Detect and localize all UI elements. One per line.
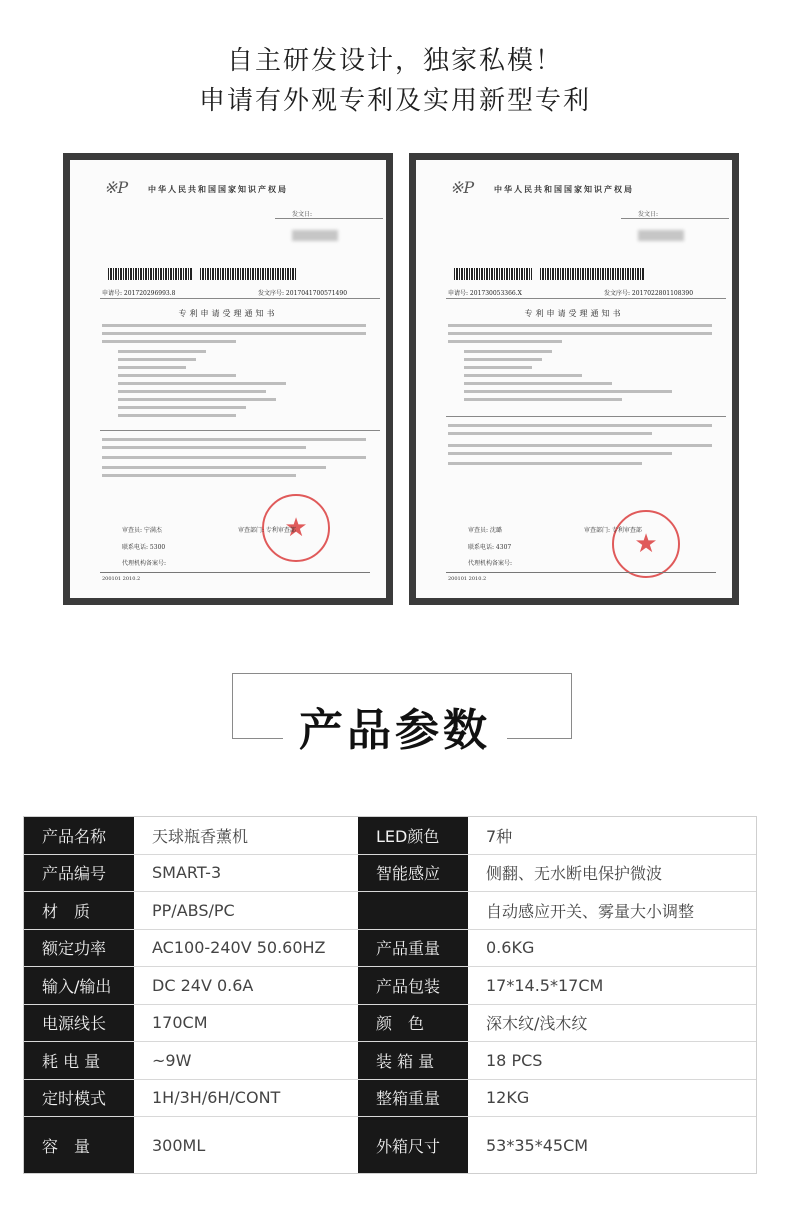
text-line: [464, 366, 532, 369]
spec-label: 额定功率: [24, 930, 134, 967]
spec-label: [358, 892, 468, 929]
spec-value: 17*14.5*17CM: [486, 975, 604, 995]
spec-value: 12KG: [486, 1088, 530, 1108]
spec-value: SMART-3: [152, 863, 222, 883]
certificate-send-date-label: 发文日:: [292, 211, 313, 218]
text-line: [448, 324, 712, 327]
text-line: [448, 424, 712, 427]
blurred-address: [638, 230, 684, 241]
certificate-send-no: 发文序号: 2017022801108390: [604, 290, 694, 297]
spec-value: ~9W: [152, 1050, 192, 1070]
blurred-address: [292, 230, 338, 241]
spec-value: 7种: [486, 826, 513, 846]
table-row: [24, 1042, 756, 1080]
divider: [100, 298, 380, 299]
certificate-title: 专利申请受理通知书: [524, 309, 624, 318]
table-row: [24, 1005, 756, 1043]
barcode-left: [454, 268, 532, 280]
certificate-dept: 审查部门: 专利审查部: [584, 527, 642, 534]
spec-value: 170CM: [152, 1013, 208, 1033]
text-line: [464, 374, 582, 377]
certificate-send-no: 发文序号: 2017041700571490: [258, 290, 348, 297]
certificate-dept: 审查部门: 专利审查部: [238, 527, 296, 534]
spec-value: 18 PCS: [486, 1050, 543, 1070]
spec-label: 装 箱 量: [358, 1042, 468, 1079]
spec-label: 外箱尺寸: [358, 1117, 468, 1173]
text-line: [448, 332, 712, 335]
text-line: [118, 390, 266, 393]
sipo-logo-icon: ※P: [104, 178, 129, 197]
spec-value: 侧翻、无水断电保护微波: [486, 864, 663, 884]
table-row: [24, 1080, 756, 1118]
certificate-application-no: 申请号: 201730053366.X: [448, 290, 522, 297]
text-line: [102, 332, 366, 335]
spec-value: 1H/3H/6H/CONT: [152, 1088, 281, 1108]
certificate-examiner: 审查员: 宁满杰: [122, 527, 162, 534]
section-title-text: 产品参数: [283, 705, 507, 756]
text-line: [102, 466, 326, 469]
text-line: [448, 462, 642, 465]
certificate-examiner: 审查员: 沈璐: [468, 527, 502, 534]
divider: [100, 430, 380, 431]
table-row: [24, 892, 756, 930]
text-line: [464, 398, 622, 401]
spec-label: LED颜色: [358, 817, 468, 854]
text-line: [464, 350, 552, 353]
spec-label: 产品包装: [358, 967, 468, 1004]
text-line: [448, 444, 712, 447]
divider: [275, 218, 383, 219]
spec-label: 材 质: [24, 892, 134, 929]
spec-value: 0.6KG: [486, 938, 535, 958]
section-title: [0, 694, 790, 758]
spec-label: 产品重量: [358, 930, 468, 967]
certificate-agency: 代理机构备案号:: [468, 560, 513, 567]
certificate-contact: 联系电话: 4307: [468, 544, 512, 551]
spec-label: 定时模式: [24, 1080, 134, 1117]
barcode-right: [540, 268, 644, 280]
text-line: [118, 366, 186, 369]
text-line: [448, 452, 672, 455]
spec-label: 电源线长: [24, 1005, 134, 1042]
spec-value: DC 24V 0.6A: [152, 975, 254, 995]
text-line: [102, 474, 296, 477]
red-seal-icon: ★: [262, 494, 330, 562]
spec-value: AC100-240V 50.60HZ: [152, 938, 326, 958]
barcode-right: [200, 268, 296, 280]
table-row: [24, 967, 756, 1005]
red-seal-icon: ★: [612, 510, 680, 578]
divider: [621, 218, 729, 219]
spec-value: 53*35*45CM: [486, 1135, 589, 1155]
sipo-logo-icon: ※P: [450, 178, 475, 197]
certificate-footer-code: 200101 2010.2: [102, 576, 141, 582]
barcode-left: [108, 268, 192, 280]
text-line: [118, 398, 276, 401]
text-line: [464, 390, 672, 393]
text-line: [102, 438, 366, 441]
certificate-application-no: 申请号: 201720296993.8: [102, 290, 176, 297]
spec-value: 自动感应开关、雾量大小调整: [486, 901, 695, 921]
certificate-office: 中华人民共和国国家知识产权局: [148, 184, 288, 194]
spec-value: 深木纹/浅木纹: [486, 1014, 588, 1034]
text-line: [118, 414, 236, 417]
text-line: [464, 382, 612, 385]
table-row: [24, 817, 756, 855]
text-line: [102, 456, 366, 459]
divider: [446, 416, 726, 417]
text-line: [118, 358, 196, 361]
headline-line-2: 申请有外观专利及实用新型专利: [198, 86, 591, 116]
certificate-contact: 联系电话: 5300: [122, 544, 166, 551]
text-line: [118, 382, 286, 385]
patent-certificate-right: [409, 153, 739, 605]
table-row: [24, 1117, 756, 1173]
spec-label: 产品名称: [24, 817, 134, 854]
certificate-office: 中华人民共和国国家知识产权局: [494, 184, 634, 194]
text-line: [118, 406, 246, 409]
spec-value: 300ML: [152, 1135, 206, 1155]
certificate-paper: [70, 160, 386, 598]
spec-value: 天球瓶香薰机: [152, 826, 249, 846]
text-line: [464, 358, 542, 361]
divider: [446, 298, 726, 299]
spec-label: 颜 色: [358, 1005, 468, 1042]
spec-value: PP/ABS/PC: [152, 900, 235, 920]
spec-label: 容 量: [24, 1117, 134, 1173]
divider: [100, 572, 370, 573]
spec-label: 耗 电 量: [24, 1042, 134, 1079]
text-line: [448, 340, 562, 343]
spec-label: 智能感应: [358, 855, 468, 892]
spec-label: 输入/输出: [24, 967, 134, 1004]
divider: [446, 572, 716, 573]
text-line: [118, 374, 236, 377]
table-row: [24, 930, 756, 968]
text-line: [102, 324, 366, 327]
certificate-send-date-label: 发文日:: [638, 211, 659, 218]
headline-line-1: 自主研发设计，独家私模！: [226, 46, 563, 76]
certificate-paper: [416, 160, 732, 598]
table-row: [24, 855, 756, 893]
text-line: [448, 432, 652, 435]
text-line: [102, 340, 236, 343]
certificate-title: 专利申请受理通知书: [178, 309, 278, 318]
certificate-footer-code: 200101 2010.2: [448, 576, 487, 582]
certificate-agency: 代理机构备案号:: [122, 560, 167, 567]
patent-certificate-left: [63, 153, 393, 605]
text-line: [118, 350, 206, 353]
spec-label: 产品编号: [24, 855, 134, 892]
spec-label: 整箱重量: [358, 1080, 468, 1117]
text-line: [102, 446, 306, 449]
spec-table: [23, 816, 757, 1174]
